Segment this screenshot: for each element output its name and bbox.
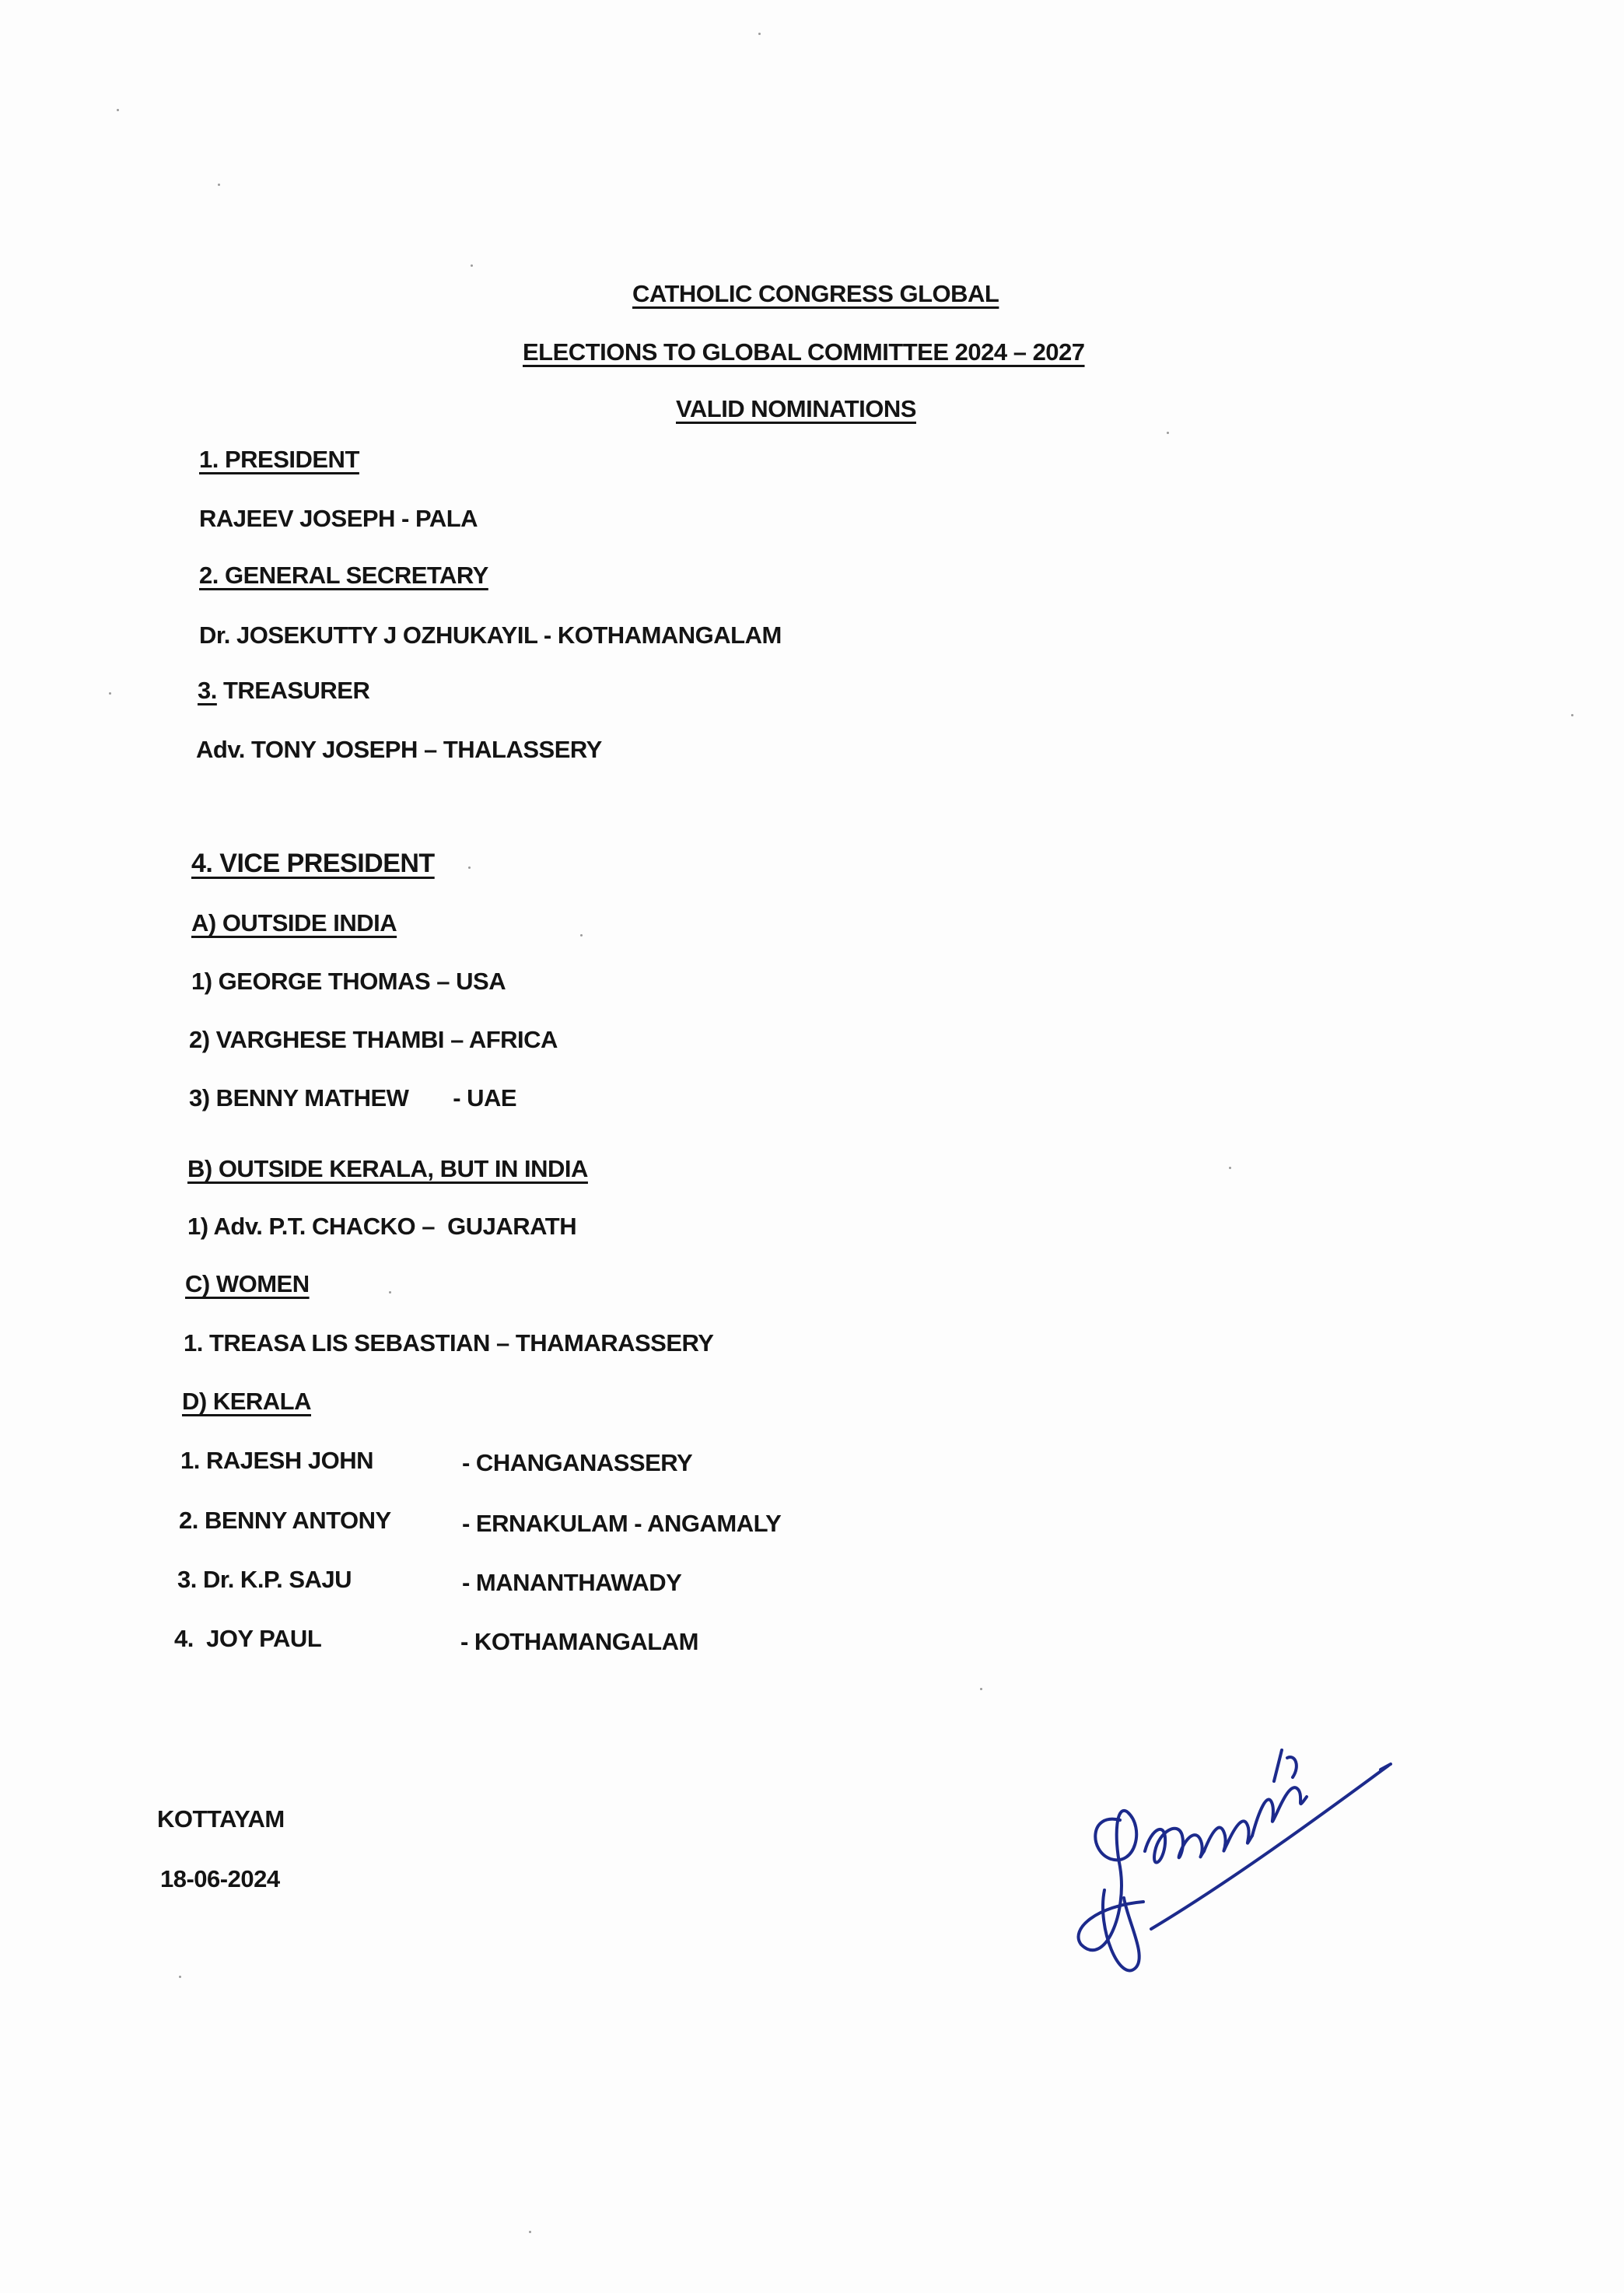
dust-speck [1571, 714, 1573, 716]
dust-speck [758, 33, 761, 35]
treasurer-number: 3. [198, 677, 217, 704]
kerala-heading: D) KERALA [182, 1388, 311, 1415]
dust-speck [580, 934, 583, 936]
treasurer-name: Adv. TONY JOSEPH – THALASSERY [196, 736, 602, 763]
outside-india-item: 2) VARGHESE THAMBI – AFRICA [189, 1026, 558, 1053]
treasurer-heading [198, 678, 369, 702]
signature-icon [1073, 1735, 1400, 1999]
kerala-item-place: - KOTHAMANGALAM [460, 1628, 698, 1655]
dust-speck [471, 264, 473, 267]
president-heading: 1. PRESIDENT [199, 446, 359, 473]
kerala-item-name: 4. JOY PAUL [174, 1625, 322, 1652]
kerala-item-place: - MANANTHAWADY [462, 1569, 682, 1596]
general-secretary-heading: 2. GENERAL SECRETARY [199, 562, 488, 589]
outside-india-heading: A) OUTSIDE INDIA [191, 909, 397, 936]
kerala-item-place: - CHANGANASSERY [462, 1449, 693, 1476]
dust-speck [109, 692, 111, 695]
outside-kerala-heading: B) OUTSIDE KERALA, BUT IN INDIA [187, 1155, 588, 1182]
dust-speck [980, 1688, 982, 1690]
outside-kerala-item: 1) Adv. P.T. CHACKO – GUJARATH [187, 1213, 577, 1240]
outside-india-item: 3) BENNY MATHEW - UAE [189, 1084, 517, 1111]
kerala-item-name: 3. Dr. K.P. SAJU [177, 1566, 352, 1593]
elections-title: ELECTIONS TO GLOBAL COMMITTEE 2024 – 2027 [523, 338, 1085, 366]
dust-speck [1229, 1167, 1231, 1169]
vice-president-heading: 4. VICE PRESIDENT [191, 849, 435, 878]
valid-nominations-title: VALID NOMINATIONS [676, 395, 916, 422]
kerala-item-name: 1. RAJESH JOHN [180, 1447, 373, 1474]
dust-speck [529, 2231, 531, 2233]
general-secretary-name: Dr. JOSEKUTTY J OZHUKAYIL - KOTHAMANGALAM [199, 621, 782, 649]
dust-speck [179, 1976, 181, 1978]
treasurer-heading-label: TREASURER [216, 677, 370, 704]
kerala-item-place: - ERNAKULAM - ANGAMALY [462, 1510, 782, 1537]
dust-speck [1167, 432, 1169, 434]
footer-date: 18-06-2024 [160, 1865, 280, 1892]
footer-place: KOTTAYAM [157, 1805, 285, 1833]
outside-india-item: 1) GEORGE THOMAS – USA [191, 968, 506, 995]
dust-speck [117, 109, 119, 111]
president-name: RAJEEV JOSEPH - PALA [199, 505, 478, 532]
women-heading: C) WOMEN [185, 1270, 310, 1297]
dust-speck [218, 184, 220, 186]
kerala-item-name: 2. BENNY ANTONY [179, 1507, 391, 1534]
women-item: 1. TREASA LIS SEBASTIAN – THAMARASSERY [184, 1329, 714, 1357]
dust-speck [468, 866, 471, 869]
org-title: CATHOLIC CONGRESS GLOBAL [632, 280, 999, 307]
dust-speck [389, 1291, 391, 1294]
